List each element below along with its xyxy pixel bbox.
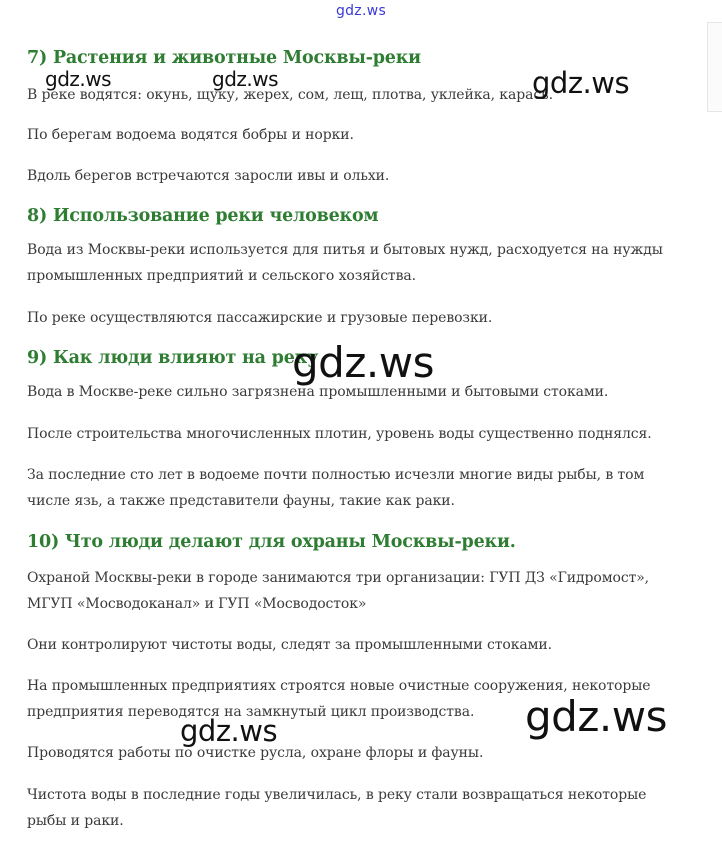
paragraph: По реке осуществляются пассажирские и грузовые перевозки. <box>27 310 493 326</box>
paragraph: Они контролируют чистоты воды, следят за промышленными стоками. <box>27 637 552 653</box>
paragraph: Проводятся работы по очистке русла, охране флоры и фауны. <box>27 745 484 761</box>
paragraph: Вода из Москвы-реки используется для питья и бытовых нужд, расходуется на нужды промышленных предприятий и сельского хозяйства. <box>27 242 663 284</box>
watermark: gdz.ws <box>525 692 667 741</box>
paragraph: Вода в Москве-реке сильно загрязнена промышленными и бытовыми стоками. <box>27 384 609 400</box>
section-heading: 7) Растения и животные Москвы-реки <box>27 48 421 68</box>
paragraph: Чистота воды в последние годы увеличилась, в реку стали возвращаться некоторые рыбы и раки. <box>27 787 647 829</box>
section-heading: 10) Что люди делают для охраны Москвы-реки. <box>27 532 516 552</box>
watermark: gdz.ws <box>532 66 630 100</box>
watermark: gdz.ws <box>292 338 434 387</box>
watermark: gdz.ws <box>45 67 112 91</box>
header-watermark: gdz.ws <box>335 3 387 19</box>
paragraph: В реке водятся: окунь, щуку, жерех, сом, лещ, плотва, уклейка, карась. <box>27 87 553 103</box>
paragraph: За последние сто лет в водоеме почти полностью исчезли многие виды рыбы, в том числе язь, а также представители фауны, такие как раки. <box>27 467 645 509</box>
paragraph: После строительства многочисленных плотин, уровень воды существенно поднялся. <box>27 426 652 442</box>
paragraph: Вдоль берегов встречаются заросли ивы и ольхи. <box>27 168 390 184</box>
paragraph: Охраной Москвы-реки в городе занимаются три организации: ГУП ДЗ «Гидромост», МГУП «Мосводоканал» и ГУП «Мосводосток» <box>27 570 650 612</box>
watermark: gdz.ws <box>212 67 279 91</box>
side-panel-edge <box>707 22 722 112</box>
paragraph: По берегам водоема водятся бобры и норки. <box>27 127 354 143</box>
section-heading: 9) Как люди влияют на реку <box>27 348 319 368</box>
watermark: gdz.ws <box>180 714 278 748</box>
paragraph: На промышленных предприятиях строятся новые очистные сооружения, некоторые предприятия переводятся на замкнутый цикл производства. <box>27 678 651 720</box>
section-heading: 8) Использование реки человеком <box>27 206 379 226</box>
